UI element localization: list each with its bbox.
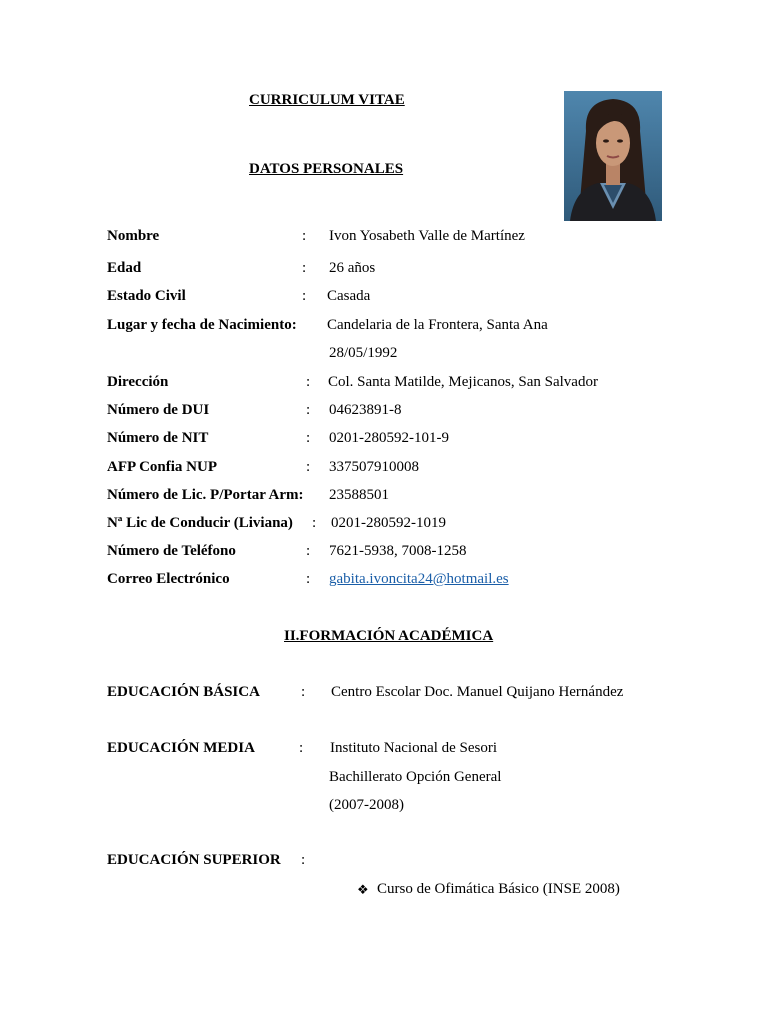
estado-civil-label: Estado Civil [107, 288, 186, 304]
lugar-fecha-label: Lugar y fecha de Nacimiento: [107, 317, 297, 333]
direccion-label: Dirección [107, 374, 169, 390]
separator: : [312, 515, 317, 531]
section-academic-title: II.FORMACIÓN ACADÉMICA [284, 628, 494, 644]
nombre-value: Ivon Yosabeth Valle de Martínez [329, 228, 525, 244]
nit-value: 0201-280592-101-9 [329, 430, 449, 446]
lugar-value: Candelaria de la Frontera, Santa Ana [327, 317, 548, 333]
licencia-conducir-label: Nª Lic de Conducir (Liviana) [107, 515, 293, 531]
licencia-arma-label: Número de Lic. P/Portar Arm: [107, 487, 304, 503]
separator: : [306, 374, 311, 390]
section-personal-title: DATOS PERSONALES [249, 161, 404, 177]
separator: : [306, 571, 311, 587]
diamond-bullet-icon: ❖ [357, 882, 369, 897]
educacion-media-line1: Instituto Nacional de Sesori [330, 740, 498, 756]
cv-title: CURRICULUM VITAE [249, 92, 405, 108]
licencia-conducir-value: 0201-280592-1019 [331, 515, 446, 531]
educacion-basica-label: EDUCACIÓN BÁSICA [107, 684, 260, 700]
edad-label: Edad [107, 260, 142, 276]
dui-label: Número de DUI [107, 402, 210, 418]
separator: : [306, 430, 311, 446]
separator: : [301, 852, 306, 868]
separator: : [306, 459, 311, 475]
email-link[interactable]: gabita.ivoncita24@hotmail.es [329, 571, 509, 587]
separator: : [302, 260, 307, 276]
afp-value: 337507910008 [329, 459, 419, 475]
afp-label: AFP Confia NUP [107, 459, 217, 475]
separator: : [302, 228, 307, 244]
separator: : [301, 684, 306, 700]
educacion-superior-item: Curso de Ofimática Básico (INSE 2008) [377, 881, 620, 897]
portrait-image [564, 91, 662, 221]
separator: : [306, 402, 311, 418]
educacion-media-line2: Bachillerato Opción General [329, 769, 502, 785]
direccion-value: Col. Santa Matilde, Mejicanos, San Salvador [328, 374, 598, 390]
fecha-nacimiento-value: 28/05/1992 [329, 345, 398, 361]
profile-photo [564, 91, 662, 221]
educacion-media-line3: (2007-2008) [329, 797, 404, 813]
separator: : [302, 288, 307, 304]
educacion-media-label: EDUCACIÓN MEDIA [107, 740, 255, 756]
edad-value: 26 años [329, 260, 376, 276]
correo-label: Correo Electrónico [107, 571, 230, 587]
telefono-label: Número de Teléfono [107, 543, 236, 559]
telefono-value: 7621-5938, 7008-1258 [329, 543, 467, 559]
dui-value: 04623891-8 [329, 402, 402, 418]
estado-civil-value: Casada [327, 288, 371, 304]
licencia-arma-value: 23588501 [329, 487, 389, 503]
separator: : [306, 543, 311, 559]
separator: : [299, 740, 304, 756]
educacion-basica-value: Centro Escolar Doc. Manuel Quijano Hernández [331, 684, 624, 700]
nit-label: Número de NIT [107, 430, 209, 446]
nombre-label: Nombre [107, 228, 160, 244]
educacion-superior-label: EDUCACIÓN SUPERIOR [107, 852, 281, 868]
